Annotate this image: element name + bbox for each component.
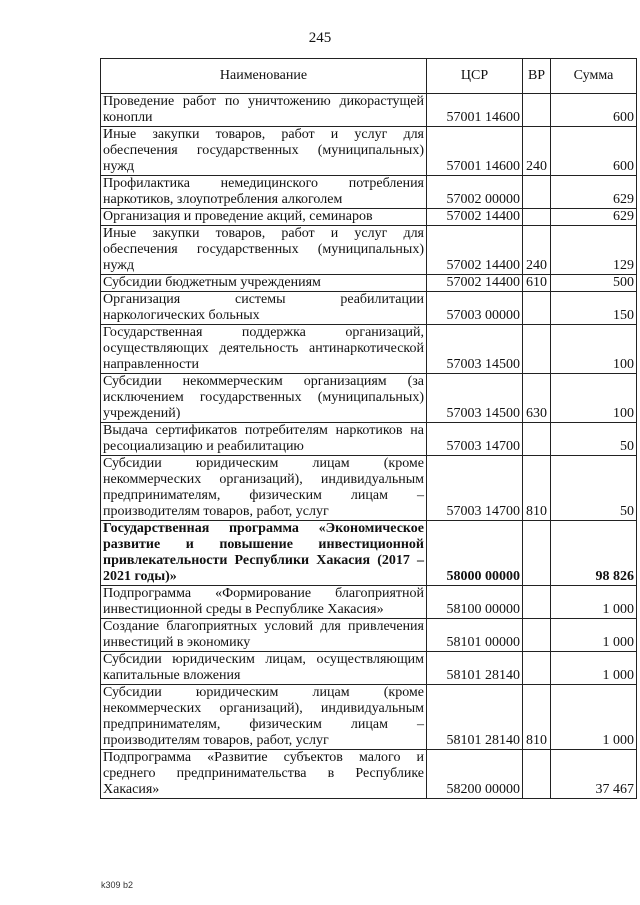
cell-csr: 58100 00000 — [427, 586, 523, 619]
cell-sum: 1 000 — [551, 586, 637, 619]
cell-csr: 58200 00000 — [427, 750, 523, 799]
cell-vr: 240 — [523, 226, 551, 275]
cell-sum: 1 000 — [551, 685, 637, 750]
cell-sum: 600 — [551, 94, 637, 127]
cell-sum: 600 — [551, 127, 637, 176]
table-row — [101, 374, 637, 423]
table-row — [101, 226, 637, 275]
table-row — [101, 685, 637, 750]
table-row — [101, 619, 637, 652]
cell-name: Иные закупки товаров, работ и услуг для обеспечения государственных (муниципальных) нужд — [101, 127, 427, 176]
cell-csr: 57003 14500 — [427, 374, 523, 423]
table-row — [101, 209, 637, 226]
table-row — [101, 325, 637, 374]
cell-vr: 810 — [523, 456, 551, 521]
cell-name: Подпрограмма «Формирование благоприятной инвестиционной среды в Республике Хакасия» — [101, 586, 427, 619]
cell-vr — [523, 325, 551, 374]
cell-sum: 50 — [551, 423, 637, 456]
cell-name: Субсидии некоммерческим организациям (за исключением государственных (муниципальных) учреждений) — [101, 374, 427, 423]
cell-vr: 630 — [523, 374, 551, 423]
cell-vr — [523, 292, 551, 325]
cell-name: Проведение работ по уничтожению дикорастущей конопли — [101, 94, 427, 127]
cell-name: Создание благоприятных условий для привлечения инвестиций в экономику — [101, 619, 427, 652]
header-vr: ВР — [523, 59, 551, 94]
header-csr: ЦСР — [427, 59, 523, 94]
table-row — [101, 586, 637, 619]
table-row — [101, 521, 637, 586]
cell-name: Выдача сертификатов потребителям наркотиков на ресоциализацию и реабилитацию — [101, 423, 427, 456]
cell-csr: 57002 00000 — [427, 176, 523, 209]
cell-vr — [523, 619, 551, 652]
cell-csr: 57003 00000 — [427, 292, 523, 325]
cell-csr: 57003 14700 — [427, 423, 523, 456]
cell-sum: 50 — [551, 456, 637, 521]
cell-vr: 810 — [523, 685, 551, 750]
budget-table — [100, 58, 637, 799]
cell-vr — [523, 423, 551, 456]
cell-vr — [523, 209, 551, 226]
cell-vr: 240 — [523, 127, 551, 176]
cell-csr: 58101 28140 — [427, 652, 523, 685]
cell-name: Организация системы реабилитации наркологических больных — [101, 292, 427, 325]
cell-csr: 57002 14400 — [427, 209, 523, 226]
cell-name: Субсидии бюджетным учреждениям — [101, 275, 427, 292]
cell-sum: 1 000 — [551, 652, 637, 685]
cell-name: Субсидии юридическим лицам (кроме некоммерческих организаций), индивидуальным предпринимателям, физическим лицам – производителям товаров, работ, услуг — [101, 456, 427, 521]
cell-sum: 629 — [551, 176, 637, 209]
cell-csr: 57001 14600 — [427, 127, 523, 176]
table-row — [101, 94, 637, 127]
cell-csr: 58101 28140 — [427, 685, 523, 750]
cell-sum: 98 826 — [551, 521, 637, 586]
table-header-row — [101, 59, 637, 94]
table-row — [101, 750, 637, 799]
cell-vr — [523, 94, 551, 127]
table-row — [101, 127, 637, 176]
cell-sum: 100 — [551, 374, 637, 423]
cell-name: Иные закупки товаров, работ и услуг для обеспечения государственных (муниципальных) нужд — [101, 226, 427, 275]
cell-vr — [523, 176, 551, 209]
table-row — [101, 292, 637, 325]
cell-name: Субсидии юридическим лицам (кроме некоммерческих организаций), индивидуальным предпринимателям, физическим лицам – производителям товаров, работ, услуг — [101, 685, 427, 750]
cell-name: Субсидии юридическим лицам, осуществляющим капитальные вложения — [101, 652, 427, 685]
table-row — [101, 176, 637, 209]
cell-csr: 57003 14700 — [427, 456, 523, 521]
cell-name: Подпрограмма «Развитие субъектов малого и среднего предпринимательства в Республике Хакасия» — [101, 750, 427, 799]
cell-vr — [523, 652, 551, 685]
cell-sum: 629 — [551, 209, 637, 226]
cell-vr — [523, 586, 551, 619]
table-row — [101, 423, 637, 456]
cell-vr — [523, 750, 551, 799]
cell-name: Государственная поддержка организаций, осуществляющих деятельность антинаркотической направленности — [101, 325, 427, 374]
header-name: Наименование — [101, 59, 427, 94]
cell-name: Профилактика немедицинского потребления наркотиков, злоупотребления алкоголем — [101, 176, 427, 209]
cell-sum: 100 — [551, 325, 637, 374]
cell-sum: 129 — [551, 226, 637, 275]
page-number: 245 — [308, 30, 332, 46]
cell-sum: 1 000 — [551, 619, 637, 652]
cell-sum: 37 467 — [551, 750, 637, 799]
header-sum: Сумма — [551, 59, 637, 94]
table-row — [101, 456, 637, 521]
cell-csr: 58101 00000 — [427, 619, 523, 652]
cell-vr: 610 — [523, 275, 551, 292]
footer-code: k309 b2 — [101, 880, 134, 890]
cell-vr — [523, 521, 551, 586]
cell-csr: 58000 00000 — [427, 521, 523, 586]
table-row — [101, 275, 637, 292]
cell-csr: 57002 14400 — [427, 275, 523, 292]
cell-sum: 500 — [551, 275, 637, 292]
cell-name: Организация и проведение акций, семинаров — [101, 209, 427, 226]
cell-sum: 150 — [551, 292, 637, 325]
cell-csr: 57001 14600 — [427, 94, 523, 127]
cell-name: Государственная программа «Экономическое развитие и повышение инвестиционной привлекательности Республики Хакасия (2017 – 2021 годы)» — [101, 521, 427, 586]
cell-csr: 57002 14400 — [427, 226, 523, 275]
cell-csr: 57003 14500 — [427, 325, 523, 374]
table-row — [101, 652, 637, 685]
